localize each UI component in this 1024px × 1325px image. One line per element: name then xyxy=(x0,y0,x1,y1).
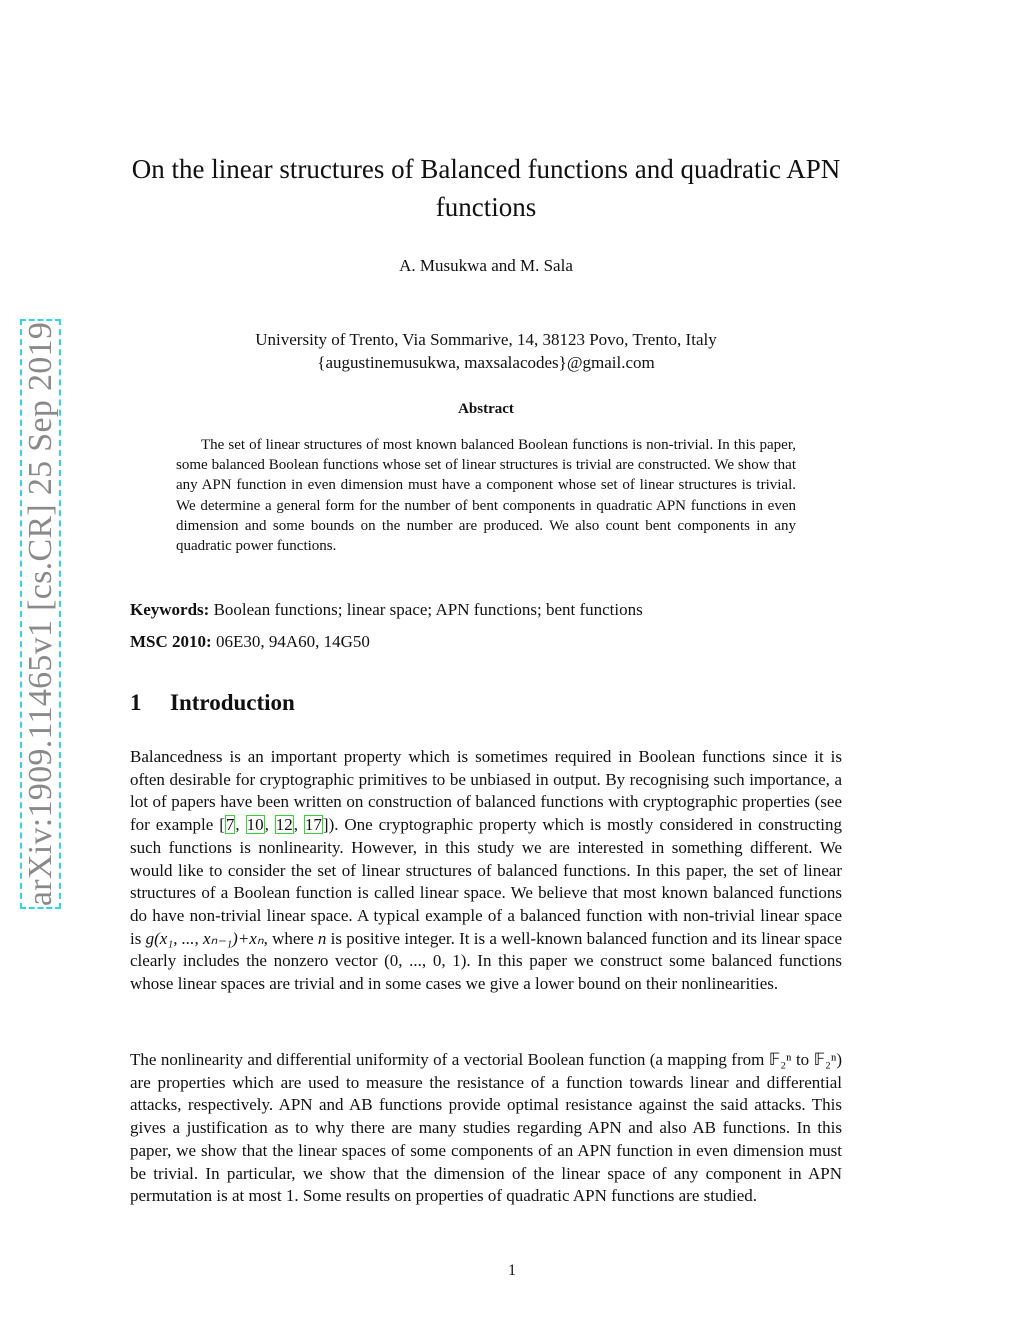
math-expression: 𝔽₂ⁿ xyxy=(813,1050,837,1069)
abstract-text: The set of linear structures of most known balanced Boolean functions is non-trivial. In this paper, some balanced Boolean functions whose set of linear structures is trivial are constructed. We show that any APN function in even dimension must have a component whose set of linear structures is trivial. We determine a general form for the number of bent components in quadratic APN functions in even dimension and some bounds on the number are produced. We also count bent components in any quadratic power functions. xyxy=(176,437,796,555)
para1-text-d: is positive integer. It is a well-known balanced function and its linear space clearly includes the nonzero vector xyxy=(130,928,842,971)
para2-text-b: to xyxy=(791,1050,814,1069)
keywords-text: Boolean functions; linear space; APN functions; bent functions xyxy=(213,600,643,619)
para2-text-c: ) are properties which are used to measure the resistance of a function towards linear and differential attacks, respectively. APN and AB functions provide optimal resistance against the said attacks. This gives a justification as to why there are many studies regarding APN and also AB functions. In this paper, we show that the linear spaces of some components of an APN function in even dimension must be trivial. In particular, we show that the dimension of the linear space of any component in APN permutation is at most 1. Some results on properties of quadratic APN functions are studied. xyxy=(130,1050,842,1206)
math-expression: (0, ..., 0, 1) xyxy=(384,951,467,971)
paper-title: On the linear structures of Balanced functions and quadratic APN functions xyxy=(131,154,841,222)
author-list: A. Musukwa and M. Sala xyxy=(399,256,573,275)
author-emails: {augustinemusukwa, maxsalacodes}@gmail.com xyxy=(317,353,655,372)
citation-link[interactable]: 10 xyxy=(246,815,264,835)
section-title: Introduction xyxy=(170,690,295,715)
arxiv-sidebar-stamp[interactable] xyxy=(20,319,61,909)
intro-paragraph-2 xyxy=(130,1049,842,1208)
affiliation-address: University of Trento, Via Sommarive, 14, 38123 Povo, Trento, Italy xyxy=(255,330,717,349)
intro-paragraph-1: Balancedness is an important property which is sometimes required in Boolean functions since it is often desirable for cryptographic primitives to be unbiased in output. By recognising such importance, a lot of papers have been written on construction of balanced functions with cryptographic properties (see for example [7, 10, 12, 17]). One cryptographic property which is mostly considered in constructing such functions is nonlinearity. However, in this study we are interested in something different. We would like to consider the set of linear structures of balanced functions. In this paper, the set of linear structures of a Boolean function is called linear space. We believe that most known balanced functions do have non-trivial linear space. A typical example of a balanced function with non-trivial linear space is g(x₁, ..., xₙ₋₁)+xₙ, where n is positive integer. It is a well-known balanced function and its linear space clearly includes the nonzero vector (0, ..., 0, 1). In this paper we construct some balanced functions whose linear spaces are trivial and in some cases we give a lower bound on their nonlinearities. xyxy=(130,747,843,994)
para1-text-e: . In this paper we construct some balanced functions whose linear spaces are trivial and in some cases we give a lower bound on their nonlinearities. xyxy=(130,951,842,994)
para1-text-a: Balancedness is an important property which is sometimes required in Boolean functions since it is often desirable for cryptographic primitives to be unbiased in output. By recognising such importance, a lot of papers have been written on construction of balanced functions with cryptographic properties (see for example [ xyxy=(130,747,842,835)
keywords-line xyxy=(130,600,842,620)
citation-link[interactable]: 12 xyxy=(275,815,293,835)
para2-text-a: The nonlinearity and differential uniformity of a vectorial Boolean function (a mapping from xyxy=(130,1050,769,1069)
citation-link[interactable]: 7 xyxy=(225,815,235,835)
para1-text-b: ]). One cryptographic property which is mostly considered in constructing such functions is nonlinearity. However, in this study we are interested in something different. We would like to consider the set of linear structures of balanced functions. In this paper, the set of linear structures of a Boolean function is called linear space. We believe that most known balanced functions do have non-trivial linear space. A typical example of a balanced function with non-trivial linear space is xyxy=(130,815,843,948)
arxiv-identifier: arXiv:1909.11465v1 [cs.CR] 25 Sep 2019 xyxy=(21,321,59,907)
citation-link[interactable]: 17 xyxy=(304,815,322,835)
math-expression: n xyxy=(317,928,327,948)
section-number: 1 xyxy=(130,690,142,715)
math-expression: g(x₁, ..., xₙ₋₁)+xₙ xyxy=(145,928,264,948)
msc-line xyxy=(130,632,842,652)
keywords-label: Keywords: xyxy=(130,600,210,619)
page-number: 1 xyxy=(508,1262,516,1279)
msc-label: MSC 2010: xyxy=(130,632,212,651)
msc-codes: 06E30, 94A60, 14G50 xyxy=(215,632,370,651)
para1-text-c: , where xyxy=(263,928,318,948)
abstract-heading: Abstract xyxy=(458,401,514,417)
affiliation-block xyxy=(130,328,842,374)
math-expression: 𝔽₂ⁿ xyxy=(768,1050,792,1069)
section-heading-introduction xyxy=(130,690,295,716)
